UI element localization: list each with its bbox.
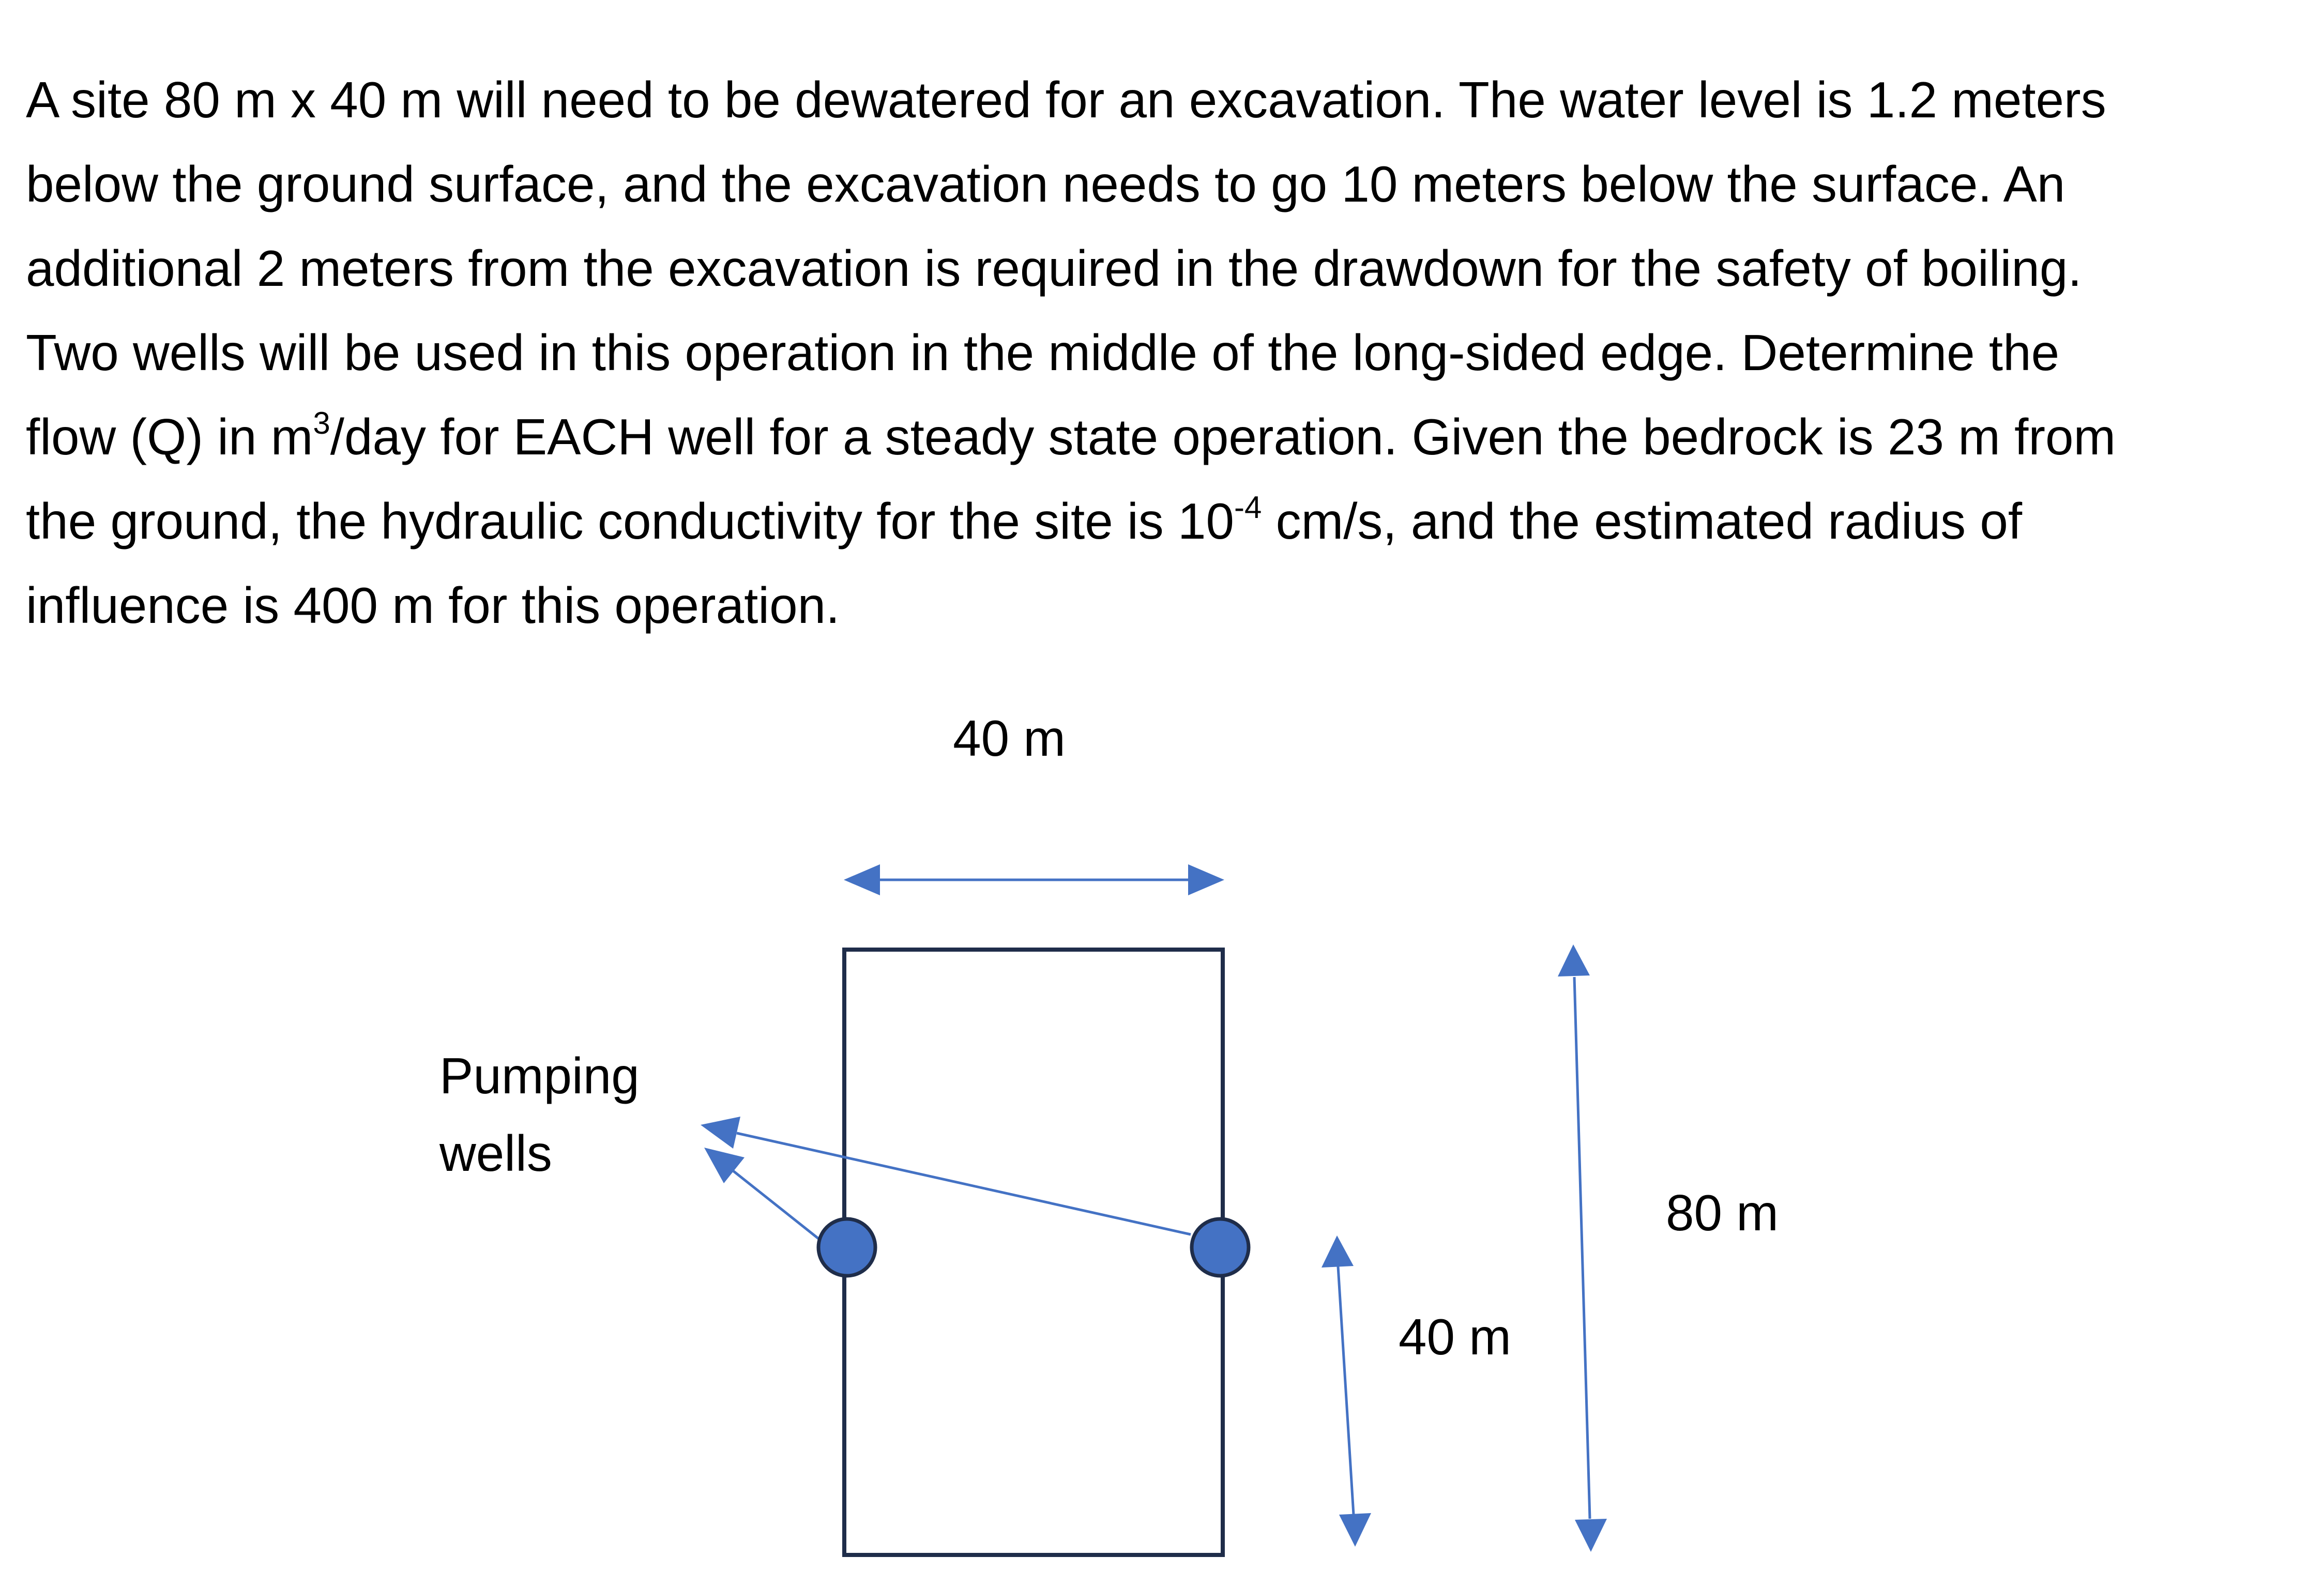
problem-line-6-part-1: the ground, the hydraulic conductivity for the site is 10 [26, 493, 1234, 550]
half-height-label: 40 m [1399, 1308, 1511, 1365]
callout-arrowhead-lower [704, 1148, 745, 1183]
problem-line-1: A site 80 m x 40 m will need to be dewatered for an excavation. The water level is 1.2 meters [26, 71, 2106, 128]
problem-line-2: below the ground surface, and the excavation needs to go 10 meters below the surface. An [26, 156, 2065, 212]
pumping-label-line2: wells [439, 1125, 552, 1182]
right-pumping-well [1192, 1219, 1249, 1276]
half-height-arrowhead-down [1339, 1513, 1371, 1547]
width-arrowhead-left [844, 864, 880, 895]
cubic-superscript: 3 [313, 406, 330, 440]
half-height-arrow-line [1338, 1266, 1354, 1515]
full-height-arrowhead-up [1558, 944, 1590, 976]
problem-line-6-part-2: cm/s, and the estimated radius of [1262, 493, 2023, 550]
full-height-dimension [1558, 944, 1779, 1552]
left-pumping-well [818, 1219, 875, 1276]
half-height-arrowhead-up [1322, 1235, 1354, 1268]
half-height-dimension [1322, 1235, 1511, 1547]
exponent-superscript: -4 [1234, 490, 1262, 525]
callout-line-left-well [733, 1171, 821, 1241]
pumping-label-line1: Pumping [439, 1047, 640, 1104]
problem-line-7: influence is 400 m for this operation. [26, 577, 840, 634]
width-label: 40 m [953, 710, 1066, 767]
problem-line-5-part-1: flow (Q) in m [26, 408, 313, 465]
full-height-label: 80 m [1666, 1184, 1779, 1241]
problem-line-5-part-2: /day for EACH well for a steady state operation. Given the bedrock is 23 m from [330, 408, 2116, 465]
full-height-arrowhead-down [1575, 1519, 1607, 1552]
width-dimension [844, 710, 1224, 895]
pumping-wells-callout [439, 1047, 1191, 1241]
callout-arrowhead-upper [701, 1117, 740, 1149]
excavation-outline [844, 950, 1223, 1555]
problem-line-3: additional 2 meters from the excavation is required in the drawdown for the safety of boiling. [26, 240, 2082, 297]
full-height-arrow-line [1574, 977, 1590, 1519]
callout-line-right-well [737, 1133, 1191, 1234]
width-arrowhead-right [1188, 864, 1224, 895]
problem-line-4: Two wells will be used in this operation in the middle of the long-sided edge. Determine the [26, 324, 2060, 381]
